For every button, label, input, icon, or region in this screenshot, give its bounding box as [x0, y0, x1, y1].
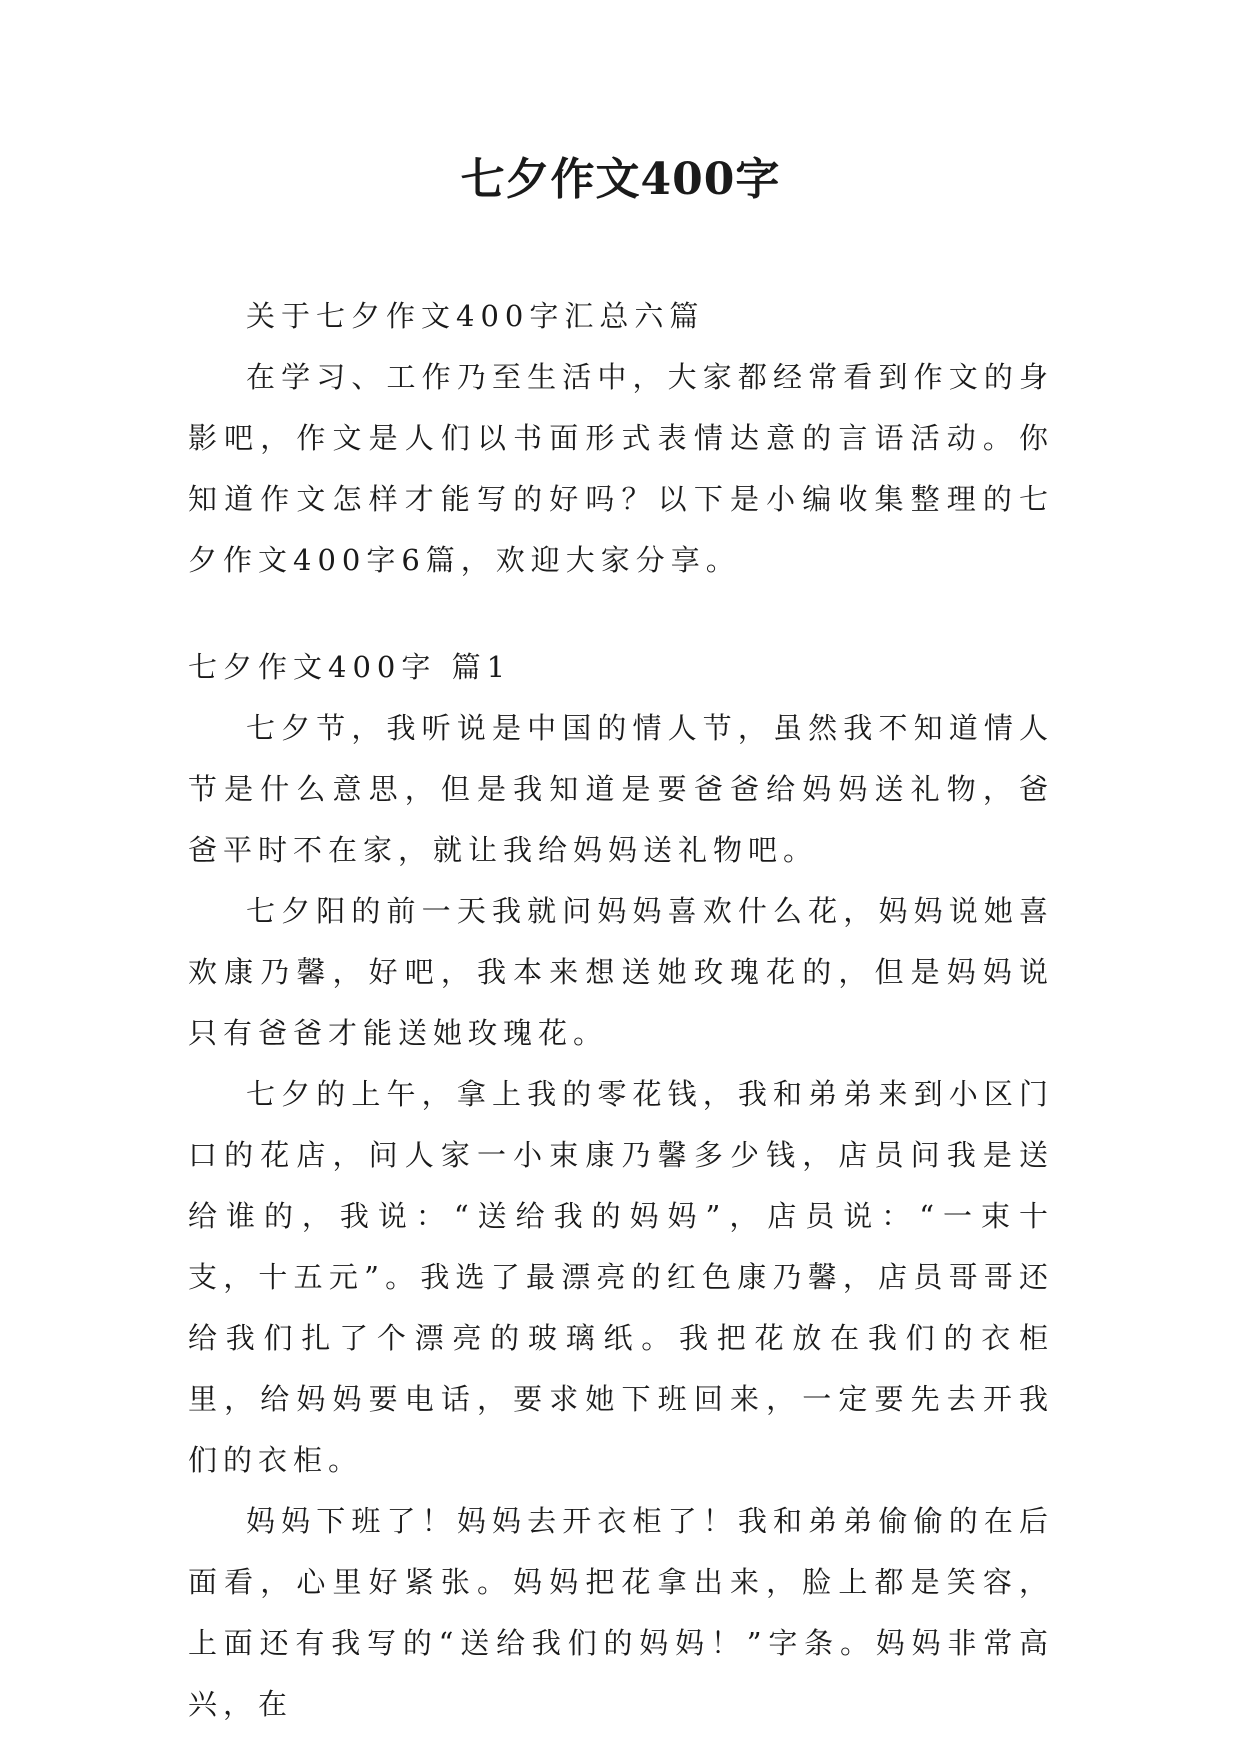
section-heading: 七夕作文400字 篇1 [188, 650, 512, 684]
intro-section [188, 286, 1054, 591]
essay-paragraph-3: 七夕的上午，拿上我的零花钱，我和弟弟来到小区门口的花店，问人家一小束康乃馨多少钱，店员问我是送给谁的，我说：“送给我的妈妈”，店员说：“一束十支，十五元”。我选了最漂亮的红色康乃馨，店员哥哥还给我们扎了个漂亮的玻璃纸。我把花放在我们的衣柜里，给妈妈要电话，要求她下班回来，一定要先去开我们的衣柜。 [188, 1077, 1054, 1477]
essay-paragraph-1: 七夕节，我听说是中国的情人节，虽然我不知道情人节是什么意思，但是我知道是要爸爸给妈妈送礼物，爸爸平时不在家，就让我给妈妈送礼物吧。 [188, 711, 1054, 867]
document-title: 七夕作文400字 [460, 154, 781, 205]
essay-section [188, 637, 1054, 1735]
intro-subtitle: 关于七夕作文400字汇总六篇 [246, 299, 705, 333]
intro-paragraph: 在学习、工作乃至生活中，大家都经常看到作文的身影吧，作文是人们以书面形式表情达意的言语活动。你知道作文怎样才能写的好吗？以下是小编收集整理的七夕作文400字6篇，欢迎大家分享。 [188, 360, 1054, 577]
essay-paragraph-4: 妈妈下班了！妈妈去开衣柜了！我和弟弟偷偷的在后面看，心里好紧张。妈妈把花拿出来，脸上都是笑容，上面还有我写的“送给我们的妈妈！”字条。妈妈非常高兴，在 [188, 1504, 1054, 1721]
essay-paragraph-2: 七夕阳的前一天我就问妈妈喜欢什么花，妈妈说她喜欢康乃馨，好吧，我本来想送她玫瑰花的，但是妈妈说只有爸爸才能送她玫瑰花。 [188, 894, 1054, 1050]
